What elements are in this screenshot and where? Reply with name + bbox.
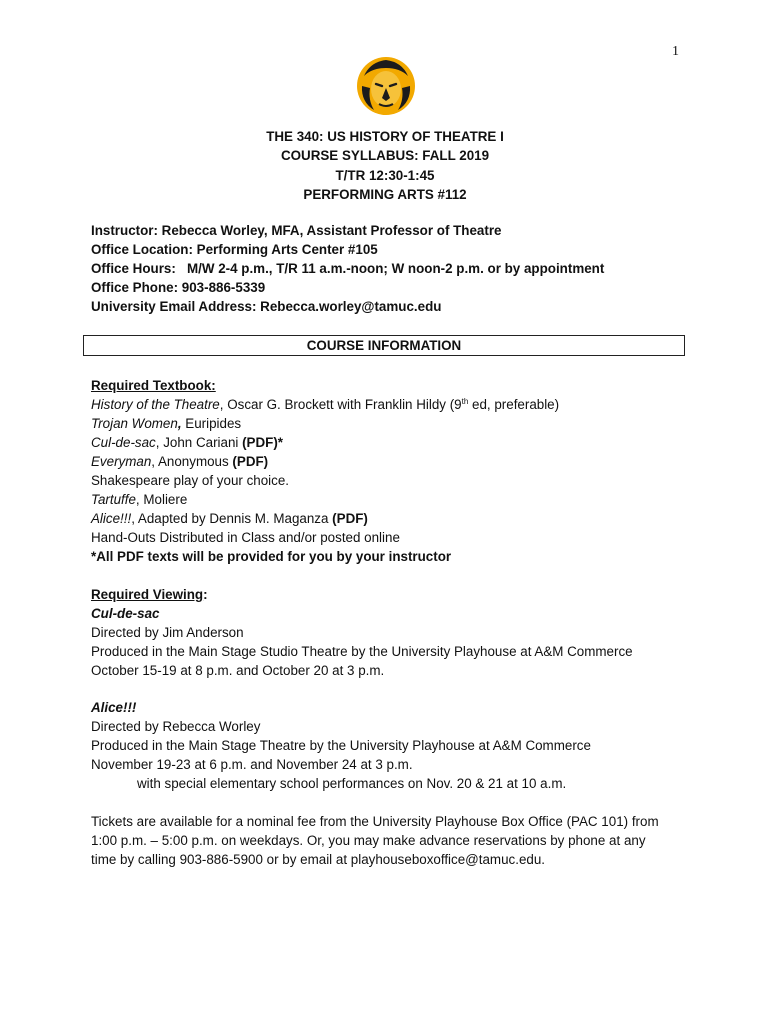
textbook-detail: , John Cariani xyxy=(155,435,243,450)
instructor-name: Instructor: Rebecca Worley, MFA, Assistant Professor of Theatre xyxy=(91,223,502,238)
office-phone: Office Phone: 903-886-5339 xyxy=(91,280,266,295)
show-dates: October 15-19 at 8 p.m. and October 20 at 3 p.m. xyxy=(91,663,385,678)
textbook-detail-tail: ed, preferable) xyxy=(468,397,560,412)
textbook-title: Tartuffe xyxy=(91,492,136,507)
pdf-tag: (PDF) xyxy=(232,454,269,469)
textbook-item xyxy=(91,414,691,433)
pdf-tag: (PDF) xyxy=(332,511,368,526)
page-number: 1 xyxy=(672,44,679,59)
textbook-detail: Euripides xyxy=(181,416,242,431)
show-venue: Produced in the Main Stage Theatre by the University Playhouse at A&M Commerce xyxy=(91,738,591,753)
textbook-item xyxy=(91,490,691,509)
textbook-detail: , Adapted by Dennis M. Maganza xyxy=(131,511,333,526)
required-viewing xyxy=(91,585,691,680)
textbook-detail: , Oscar G. Brockett with Franklin Hildy (9 xyxy=(219,397,462,412)
tickets-line: 1:00 p.m. – 5:00 p.m. on weekdays. Or, you may make advance reservations by phone at any xyxy=(91,833,646,848)
textbook-title: History of the Theatre xyxy=(91,397,220,412)
show-title: Alice!!! xyxy=(91,700,137,715)
textbook-item xyxy=(91,395,691,414)
show-dates: November 19-23 at 6 p.m. and November 24 at 3 p.m. xyxy=(91,757,413,772)
pdf-tag: (PDF)* xyxy=(242,435,284,450)
textbook-title: Cul-de-sac xyxy=(91,435,156,450)
show-director: Directed by Rebecca Worley xyxy=(91,719,261,734)
required-textbooks xyxy=(91,376,691,566)
lion-head-icon xyxy=(356,56,416,116)
show-director: Directed by Jim Anderson xyxy=(91,625,244,640)
show-venue: Produced in the Main Stage Studio Theatre by the University Playhouse at A&M Commerce xyxy=(91,644,633,659)
textbook-detail: , Anonymous xyxy=(151,454,233,469)
textbook-title: Everyman xyxy=(91,454,152,469)
instructor-info xyxy=(91,221,691,316)
course-room: PERFORMING ARTS #112 xyxy=(303,186,467,202)
textbook-item xyxy=(91,509,691,528)
textbook-item: Hand-Outs Distributed in Class and/or posted online xyxy=(91,530,400,545)
tickets-line: time by calling 903-886-5900 or by email at playhouseboxoffice@tamuc.edu. xyxy=(91,852,546,867)
textbook-item: Shakespeare play of your choice. xyxy=(91,473,290,488)
textbook-title: Alice!!! xyxy=(91,511,132,526)
tickets-line: Tickets are available for a nominal fee from the University Playhouse Box Office (PAC 101) from xyxy=(91,814,659,829)
show-title: Cul-de-sac xyxy=(91,606,160,621)
show-special-performances: with special elementary school performances on Nov. 20 & 21 at 10 a.m. xyxy=(137,776,567,791)
textbooks-heading: Required Textbook: xyxy=(91,378,216,393)
viewing-heading: Required Viewing xyxy=(91,587,204,602)
instructor-email: University Email Address: Rebecca.worley@tamuc.edu xyxy=(91,299,442,314)
section-course-information: COURSE INFORMATION xyxy=(83,335,685,356)
viewing-heading-line xyxy=(91,585,691,604)
textbook-title: Trojan Women xyxy=(91,416,178,431)
office-location: Office Location: Performing Arts Center #105 xyxy=(91,242,378,257)
textbook-item xyxy=(91,452,691,471)
viewing-heading-colon: : xyxy=(203,587,208,602)
textbook-item xyxy=(91,433,691,452)
course-term: COURSE SYLLABUS: FALL 2019 xyxy=(280,148,490,164)
textbook-comma: , xyxy=(177,416,182,431)
office-hours: Office Hours: M/W 2-4 p.m., T/R 11 a.m.-noon; W noon-2 p.m. or by appointment xyxy=(91,261,605,276)
required-viewing-alice xyxy=(91,698,691,793)
course-heading xyxy=(0,127,770,204)
pdf-note: *All PDF texts will be provided for you by your instructor xyxy=(91,549,452,564)
edition-superscript: th xyxy=(461,397,469,406)
course-title: THE 340: US HISTORY OF THEATRE I xyxy=(266,129,504,144)
course-schedule: T/TR 12:30-1:45 xyxy=(335,167,435,183)
tickets-info xyxy=(91,812,691,869)
textbook-detail: , Moliere xyxy=(135,492,188,507)
